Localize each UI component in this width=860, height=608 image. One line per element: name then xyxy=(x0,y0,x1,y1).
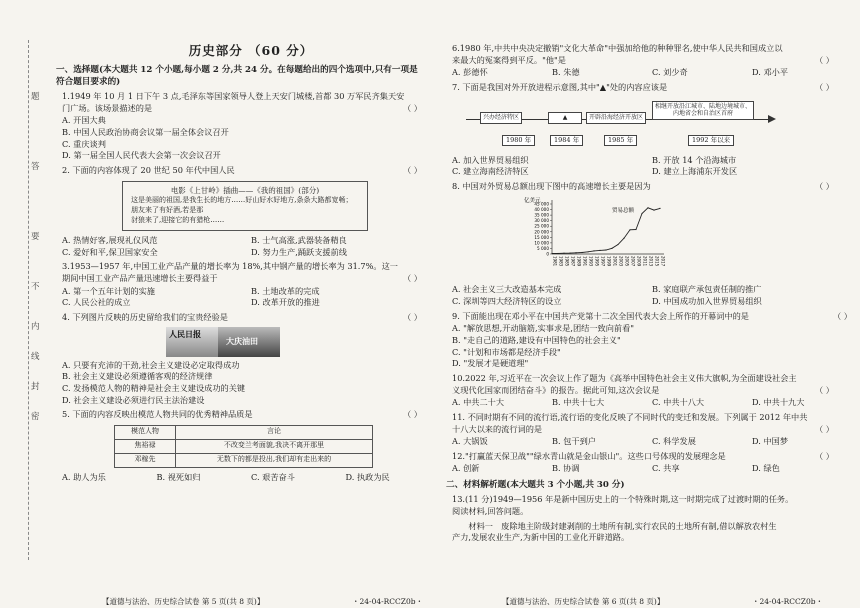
table-cell: 焦裕禄 xyxy=(115,439,176,453)
timeline-year: 1984 年 xyxy=(550,135,583,146)
question-12 xyxy=(452,451,852,475)
option-c[interactable]: C. 刘少奇 xyxy=(652,67,688,78)
photo-caption: 大庆油田 xyxy=(226,335,258,346)
data-point xyxy=(581,252,582,253)
question-5 xyxy=(62,409,440,483)
question-stem: 10.2022 年,习近平在一次会议上作了题为《高举中国特色社会主义伟大旗帜,为全面建设社会主 xyxy=(452,372,797,383)
data-point xyxy=(611,248,612,249)
option-d[interactable]: D. 邓小平 xyxy=(752,67,789,78)
margin-char: 封 xyxy=(31,382,40,392)
newspaper-photo xyxy=(166,327,218,357)
question-stem: 2. 下面的内容体现了 20 世纪 50 年代中国人民 （ ） xyxy=(62,165,422,175)
page-5 xyxy=(56,0,440,607)
y-tick-label: 0 xyxy=(546,251,549,257)
section-heading: 一、选择题(本大题共 12 个小题,每小题 2 分,共 24 分。在每题给出的四个选项中,只有一项是 xyxy=(56,64,418,75)
question-11 xyxy=(452,412,852,448)
trade-chart xyxy=(452,194,852,282)
data-point xyxy=(587,252,588,253)
question-stem: 11. 不同时期有不同的流行语,流行语的变化反映了不同时代的变迁和发展。下列属于 2012 年中共 xyxy=(452,411,808,422)
answer-paren[interactable]: （ ） xyxy=(815,423,834,434)
table-row xyxy=(115,453,373,467)
question-stem-cont: 门广场。该场景描述的是 （ ） xyxy=(62,102,422,113)
y-tick-label: 45 000 xyxy=(534,201,549,207)
option-c[interactable]: C. 发扬模范人物的精神是社会主义建设成功的关键 xyxy=(62,382,246,393)
model-figures-table xyxy=(114,425,373,468)
options xyxy=(62,472,440,484)
options xyxy=(452,323,852,370)
x-tick-label: 1989 xyxy=(576,256,582,267)
x-tick-label: 2013 xyxy=(648,256,654,267)
answer-paren[interactable]: （ ） xyxy=(815,384,834,395)
option-a[interactable]: A. 创新 xyxy=(452,463,480,474)
option-d[interactable]: D. 中国梦 xyxy=(752,436,789,447)
song-lyrics-box xyxy=(122,181,368,231)
footer-code: ・24-04-RCCZ0b・ xyxy=(752,597,824,606)
option-c[interactable]: C. 艰苦奋斗 xyxy=(251,471,295,482)
option-a[interactable]: A. 加入世界贸易组织 xyxy=(452,154,529,165)
question-stem: 4. 下列图片反映的历史留给我们的宝贵经验是 （ ） xyxy=(62,311,422,322)
arrow-right-icon xyxy=(768,115,776,123)
option-a[interactable]: A. 热情好客,展现礼仪风范 xyxy=(62,235,158,246)
x-tick-label: 2003 xyxy=(618,256,624,267)
historical-photos xyxy=(166,327,280,357)
margin-char: 线 xyxy=(31,352,40,362)
answer-paren[interactable]: （ ） xyxy=(815,54,834,65)
x-tick-label: 1991 xyxy=(582,256,588,267)
options xyxy=(452,67,852,79)
timeline-stage xyxy=(652,101,754,121)
question-stem: 5. 下面的内容反映出模范人物共同的优秀精神品质是 （ ） xyxy=(62,409,422,420)
question-stem-cont: 十八大以来的流行词的是 （ ） xyxy=(452,423,834,434)
y-tick-label: 5 000 xyxy=(537,246,549,252)
timeline-stage: 开辟沿海经济开放区 xyxy=(586,112,646,125)
material-1: 材料一 废除地主阶级封建剥削的土地所有制,实行农民的土地所有制,借以解放农村生 xyxy=(468,520,777,531)
x-tick-label: 1997 xyxy=(600,256,606,267)
table-header-row xyxy=(115,425,373,439)
section-heading-cont: 符合题目要求的) xyxy=(56,76,121,87)
question-10 xyxy=(452,373,852,409)
question-stem: 8. 中国对外贸易总额出现下图中的高速增长主要是因为 （ ） xyxy=(452,180,834,191)
option-d[interactable]: D. 绿色 xyxy=(752,463,780,474)
option-a[interactable]: A. "解放思想,开动脑筋,实事求是,团结一致向前看" xyxy=(452,323,635,334)
question-3 xyxy=(62,261,440,309)
data-point xyxy=(605,250,606,251)
question-7 xyxy=(452,82,852,178)
margin-char: 题 xyxy=(31,92,40,102)
x-tick-label: 1981 xyxy=(552,256,558,267)
margin-char: 内 xyxy=(31,322,40,332)
trade-volume-chart xyxy=(522,194,672,282)
question-stem: 3.1953—1957 年,中国工业产品产量的增长率为 18%,其中钢产量的增长率为 31.7%。这一 xyxy=(62,261,398,272)
y-axis-label: 亿美元 xyxy=(524,198,541,205)
answer-paren[interactable]: （ ） xyxy=(403,311,422,322)
y-tick-label: 20 000 xyxy=(534,229,549,235)
page-title: 历史部分 （60 分） xyxy=(188,43,314,58)
option-a[interactable]: A. 社会主义三大改造基本完成 xyxy=(452,284,562,295)
material-1-cont: 产力,发展农业生产,为新中国的工业化开辟道路。 xyxy=(452,532,630,543)
y-tick-label: 10 000 xyxy=(534,240,549,246)
y-tick-label: 40 000 xyxy=(534,207,549,213)
trade-series-line xyxy=(552,208,660,254)
question-stem-cont: 阅读材料,回答问题。 xyxy=(452,505,529,516)
x-tick-label: 1993 xyxy=(588,256,594,267)
option-b[interactable]: B. 士气高涨,武器装备精良 xyxy=(251,235,347,246)
option-a[interactable]: A. 中共二十大 xyxy=(452,397,505,408)
oilfield-photo xyxy=(218,327,280,357)
options xyxy=(452,284,852,307)
question-13 xyxy=(452,494,852,544)
question-stem-cont: 义现代化国家而团结奋斗》的报告。据此可知,这次会议是 （ ） xyxy=(452,384,834,395)
option-d[interactable]: D. "发展才是硬道理" xyxy=(452,358,529,369)
x-tick-label: 1985 xyxy=(564,256,570,267)
series-label: 贸易总额 xyxy=(612,208,635,215)
footer-label: 【道德与法治、历史综合试卷 第 5 页(共 8 页)】 xyxy=(102,597,265,606)
question-stem: 9. 下面能出现在邓小平在中国共产党第十二次全国代表大会上所作的开幕词中的是 （ ） xyxy=(452,310,852,321)
option-b[interactable]: B. 朱德 xyxy=(552,67,580,78)
answer-paren[interactable]: （ ） xyxy=(815,81,834,92)
stage-line: 相继开放沿江城市、陆地边境城市、 xyxy=(655,102,752,110)
data-point xyxy=(593,251,594,252)
section-heading: 二、材料解析题(本大题共 3 个小题,共 30 分) xyxy=(446,480,625,491)
footer-code: ・24-04-RCCZ0b・ xyxy=(352,597,424,606)
data-point xyxy=(599,250,600,251)
answer-paren[interactable]: （ ） xyxy=(403,409,422,420)
option-b[interactable]: B. 家庭联产承包责任制的推广 xyxy=(652,284,762,295)
question-9 xyxy=(452,311,852,370)
x-tick-label: 2009 xyxy=(636,256,642,267)
footer-label: 【道德与法治、历史综合试卷 第 6 页(共 8 页)】 xyxy=(502,597,665,606)
page-6 xyxy=(446,0,852,607)
option-a[interactable]: A. 开国大典 xyxy=(62,115,106,126)
opening-up-timeline xyxy=(452,97,852,153)
x-tick-label: 2011 xyxy=(642,256,648,267)
margin-char: 要 xyxy=(31,232,40,242)
table-cell: 无数下的都是投出,我们却有走出来的 xyxy=(176,453,373,467)
option-c[interactable]: C. 深圳等四大经济特区的设立 xyxy=(452,296,562,307)
y-tick-label: 30 000 xyxy=(534,218,549,224)
data-point xyxy=(557,253,558,254)
timeline-year: 1992 年以来 xyxy=(688,135,734,146)
question-stem: 7. 下面是我国对外开放进程示意图,其中"▲"处的内容应该是 （ ） xyxy=(452,81,834,92)
option-c[interactable]: C. 科学发展 xyxy=(652,436,696,447)
x-tick-label: 2007 xyxy=(630,256,636,267)
option-c[interactable]: C. 共享 xyxy=(652,463,680,474)
binding-line xyxy=(28,40,29,560)
question-stem: 6.1980 年,中共中央决定撤销"文化大革命"中强加给他的种种罪名,使中华人民共和国成立以 xyxy=(452,43,783,53)
option-d[interactable]: D. 改革开放的推进 xyxy=(251,297,320,308)
option-a[interactable]: A. 大锅饭 xyxy=(452,436,488,447)
option-a[interactable]: A. 只要有充沛的干劲,社会主义建设必定取得成功 xyxy=(62,359,240,370)
answer-paren[interactable]: （ ） xyxy=(815,450,834,461)
options xyxy=(62,360,440,407)
x-tick-label: 2015 xyxy=(654,256,660,267)
options xyxy=(62,115,440,162)
table-cell: 不改变兰考面貌,我决不离开那里 xyxy=(176,439,373,453)
data-point xyxy=(623,238,624,239)
margin-char: 不 xyxy=(31,282,40,292)
x-tick-label: 2005 xyxy=(624,256,630,267)
question-1 xyxy=(62,91,440,162)
data-point xyxy=(563,253,564,254)
option-a[interactable]: A. 第一个五年计划的实施 xyxy=(62,285,155,296)
stage-line: 内地省会和自治区首府 xyxy=(673,110,734,118)
data-point xyxy=(617,244,618,245)
answer-paren[interactable]: （ ） xyxy=(815,180,834,191)
table-header: 模范人物 xyxy=(115,425,176,439)
option-b[interactable]: B. 社会主义建设必须遵循客观的经济规律 xyxy=(62,371,213,382)
question-stem-cont: 期间中国工业产品产量迅速增长主要得益于 （ ） xyxy=(62,273,422,284)
option-a[interactable]: A. 助人为乐 xyxy=(62,471,106,482)
option-b[interactable]: B. 中国人民政治协商会议第一届全体会议召开 xyxy=(62,127,229,138)
options xyxy=(452,463,852,475)
option-d[interactable]: D. 第一届全国人民代表大会第一次会议召开 xyxy=(62,150,221,161)
margin-char: 密 xyxy=(31,412,40,422)
options xyxy=(452,155,852,178)
x-tick-label: 2017 xyxy=(660,256,666,267)
data-point xyxy=(659,208,660,209)
x-tick-label: 1983 xyxy=(558,256,564,267)
answer-paren[interactable]: （ ） xyxy=(403,165,422,175)
x-tick-label: 2001 xyxy=(612,256,618,267)
timeline-stage: 兴办经济特区 xyxy=(480,112,522,125)
options xyxy=(452,397,852,409)
x-tick-label: 1987 xyxy=(570,256,576,267)
option-d[interactable]: D. 中国成功加入世界贸易组织 xyxy=(652,296,762,307)
lyrics-line: 这是美丽的祖国,是我生长的地方……好山好水好地方,条条大路都宽畅；朋友来了有好酒,若是那 xyxy=(131,196,353,215)
x-tick-label: 1999 xyxy=(606,256,612,267)
table-row xyxy=(115,439,373,453)
option-b[interactable]: B. 中共十七大 xyxy=(552,397,605,408)
question-8 xyxy=(452,181,852,308)
option-c[interactable]: C. 爱好和平,保卫国家安全 xyxy=(62,246,158,257)
data-point xyxy=(641,213,642,214)
timeline-blank-stage: ▲ xyxy=(548,112,582,125)
option-b[interactable]: B. 土地改革的完成 xyxy=(251,285,320,296)
options xyxy=(62,235,440,258)
options xyxy=(452,436,852,448)
timeline-year: 1980 年 xyxy=(502,135,535,146)
answer-paren[interactable]: （ ） xyxy=(833,310,852,321)
question-6 xyxy=(452,43,852,79)
option-b[interactable]: B. 协调 xyxy=(552,463,580,474)
option-c[interactable]: C. 人民公社的成立 xyxy=(62,297,131,308)
data-point xyxy=(575,253,576,254)
newspaper-masthead: 人民日报 xyxy=(169,328,201,339)
option-b[interactable]: B. 包干到户 xyxy=(552,436,596,447)
margin-char: 答 xyxy=(31,162,40,172)
data-point xyxy=(551,253,552,254)
option-b[interactable]: B. 开放 14 个沿海城市 xyxy=(652,154,737,165)
option-c[interactable]: C. 建立海南经济特区 xyxy=(452,166,529,177)
option-d[interactable]: D. 社会主义建设必须进行民主法治建设 xyxy=(62,394,205,405)
option-c[interactable]: C. "计划和市场都是经济手段" xyxy=(452,346,561,357)
data-point xyxy=(569,253,570,254)
lyrics-title: 电影《上甘岭》插曲——《我的祖国》(部分) xyxy=(170,185,320,195)
question-stem-cont: 来最大的冤案得到平反。"他"是 （ ） xyxy=(452,54,834,65)
y-tick-label: 15 000 xyxy=(534,235,549,241)
table-cell: 邓稼先 xyxy=(115,453,176,467)
question-4 xyxy=(62,312,440,406)
answer-paren[interactable]: （ ） xyxy=(403,273,422,284)
data-point xyxy=(647,208,648,209)
x-tick-label: 1995 xyxy=(594,256,600,267)
option-b[interactable]: B. "走自己的道路,建设有中国特色的社会主义" xyxy=(452,335,621,346)
timeline-year: 1985 年 xyxy=(604,135,637,146)
table-header: 言论 xyxy=(176,425,373,439)
question-stem: 1.1949 年 10 月 1 日下午 3 点,毛泽东等国家领导人登上天安门城楼,首都 30 万军民齐集天安 xyxy=(62,91,405,102)
option-c[interactable]: C. 重庆谈判 xyxy=(62,138,106,149)
y-tick-label: 25 000 xyxy=(534,224,549,230)
answer-paren[interactable]: （ ） xyxy=(403,102,422,113)
y-tick-label: 35 000 xyxy=(534,213,549,219)
data-point xyxy=(653,210,654,211)
binding-margin xyxy=(0,0,62,607)
data-point xyxy=(629,230,630,231)
data-point xyxy=(635,229,636,230)
question-stem: 13.(11 分)1949—1956 年是新中国历史上的一个特殊时期,这一时期完成了过渡时期的任务。 xyxy=(452,494,794,505)
option-a[interactable]: A. 彭德怀 xyxy=(452,67,488,78)
option-d[interactable]: D. 建立上海浦东开发区 xyxy=(652,166,738,177)
option-b[interactable]: B. 视死如归 xyxy=(156,471,201,482)
option-d[interactable]: D. 努力生产,踊跃支援前线 xyxy=(251,246,347,257)
option-d[interactable]: D. 中共十九大 xyxy=(752,397,805,408)
question-2 xyxy=(62,165,440,258)
option-d[interactable]: D. 执政为民 xyxy=(345,471,390,482)
lyrics-line: 豺狼来了,迎接它的有猎枪…… xyxy=(131,216,225,225)
question-stem: 12."打赢蓝天保卫战""绿水青山就是金山银山"。这些口号体现的发展理念是 （ ） xyxy=(452,450,834,461)
option-c[interactable]: C. 中共十八大 xyxy=(652,397,705,408)
options xyxy=(62,286,440,309)
